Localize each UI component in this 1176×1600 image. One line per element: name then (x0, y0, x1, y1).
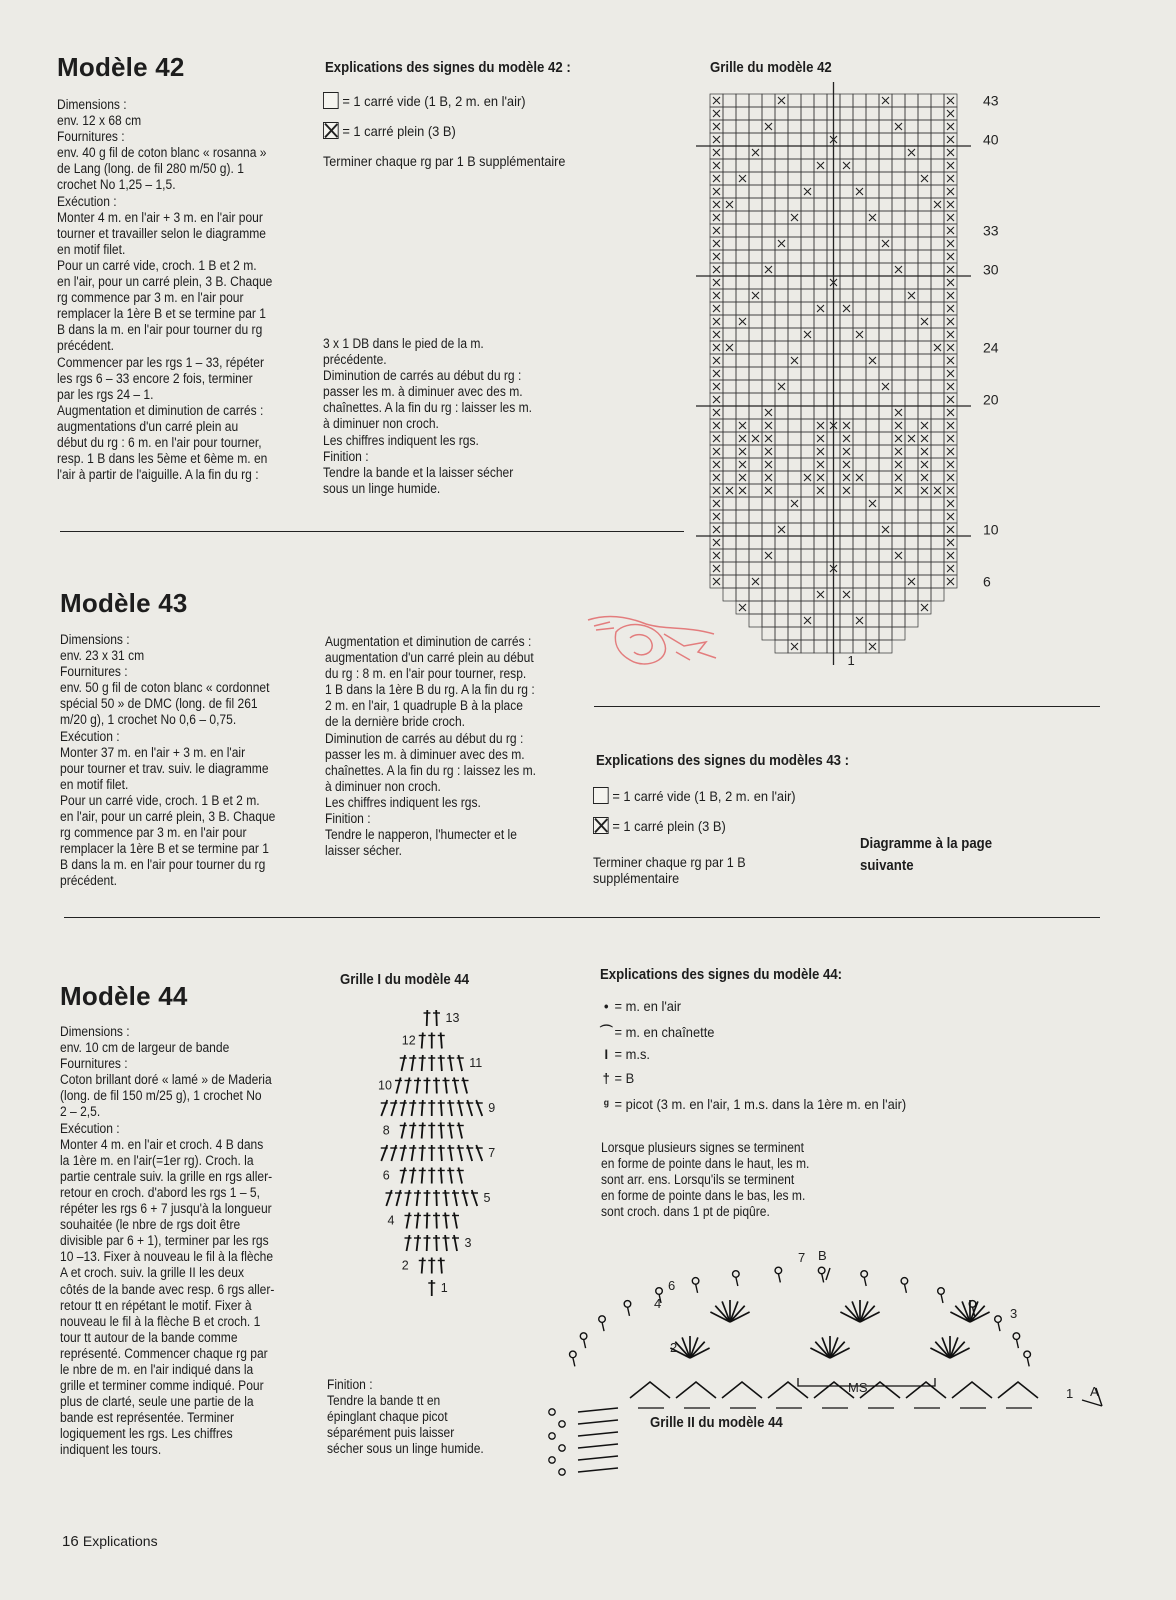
picot-icon: ᵍ (603, 1096, 609, 1112)
model-44-title: Modèle 44 (60, 981, 188, 1011)
svg-text:B: B (818, 1248, 827, 1263)
empty-square-icon (593, 787, 609, 804)
svg-text:11: 11 (469, 1056, 483, 1070)
svg-text:2: 2 (670, 1340, 678, 1355)
sign-picot: ᵍ = picot (3 m. en l'air, 1 m.s. dans la 1ère m. en l'air) (598, 1096, 906, 1112)
svg-text:MS: MS (848, 1380, 868, 1395)
svg-text:5: 5 (483, 1191, 491, 1205)
crossed-square-icon (593, 817, 609, 834)
model-42-sign-empty (323, 92, 526, 109)
svg-text:1: 1 (1066, 1386, 1074, 1401)
arc-icon: ⌒ (599, 1024, 613, 1040)
svg-text:3: 3 (464, 1236, 472, 1250)
divider-2 (594, 706, 1100, 707)
model-44-grid-1-diagram (350, 1000, 520, 1310)
svg-text:40: 40 (983, 131, 999, 148)
model-44-finition: Finition : Tendre la bande tt en épinglant chaque picot séparément puis laisser sécher sous un linge humide. (327, 1377, 484, 1457)
svg-text:12: 12 (401, 1033, 416, 1048)
model-43-diagram-note: Diagramme à la page suivante (860, 835, 993, 874)
sign-single-crochet: I = m.s. (598, 1046, 650, 1062)
svg-text:1: 1 (440, 1281, 448, 1295)
svg-text:30: 30 (983, 261, 999, 278)
model-44-grid-2-diagram (530, 1240, 1110, 1490)
sign-double-crochet: † = B (598, 1070, 634, 1086)
model-42-title: Modèle 42 (57, 52, 185, 82)
svg-text:6: 6 (983, 573, 991, 590)
model-44-paragraph: Lorsque plusieurs signes se terminent en forme de pointe dans le haut, les m. sont arr. ens. Lorsqu'ils se terminent en forme de pointe dans le bas, les m. sont croch. dans 1 pt de piqûre. (601, 1140, 810, 1220)
empty-square-icon (323, 92, 339, 109)
model-42-grid-title: Grille du modèle 42 (710, 59, 832, 76)
model-43-text-continued: Augmentation et diminution de carrés : augmentation d'un carré plein au début du rg : 8 m. en l'air pour tourner, resp. 1 B dans la 1ère B du rg. A la fin du rg : 2 m. en l'air, 1 quadruple B à la place de la dernière bride croch. Diminution de carrés au début du rg : passer les m. à diminuer avec des m. chaînettes. A la fin du rg : laissez les m. à diminuer non croch. Les chiffres indiquent les rgs. Finition : Tendre le napperon, l'humecter et le laisser sécher. (325, 634, 537, 859)
svg-text:A: A (1090, 1384, 1099, 1399)
sign-full-label: = 1 carré plein (3 B) (612, 817, 726, 834)
svg-text:9: 9 (488, 1101, 496, 1115)
model-42-sign-full (323, 122, 456, 139)
svg-text:6: 6 (382, 1168, 390, 1183)
footer-section: Explications (82, 1533, 158, 1549)
crossed-square-icon (323, 122, 339, 139)
svg-text:13: 13 (445, 1011, 460, 1025)
svg-text:4: 4 (654, 1296, 662, 1311)
model-42-text: Dimensions : env. 12 x 68 cm Fournitures : env. 40 g fil de coton blanc « rosanna » de Lang (long. de fil 280 m/50 g). 1 crochet No 1,25 – 1,5. Exécution : Monter 4 m. en l'air + 3 m. en l'air pour tourner et travailler selon le diagramme en motif filet. Pour un carré vide, croch. 1 B et 2 m. en l'air, pour un carré plein, 3 B. Chaque rg commence par 3 m. en l'air pour remplacer la 1ère B et se termine par 1 B dans la m. en l'air pour tourner du rg précédent. Commencer par les rgs 1 – 33, répéter les rgs 6 – 33 encore 2 fois, terminer par les rgs 24 – 1. Augmentation et diminution de carrés : augmentations d'un carré plein au début du rg : 6 m. en l'air pour tourner, resp. 1 B dans les 5ème et 6ème m. en l'air à partir de l'aiguille. A la fin du rg : (57, 97, 273, 483)
sign-chain-stitch: • = m. en l'air (598, 998, 681, 1014)
svg-text:10: 10 (378, 1078, 392, 1093)
svg-text:20: 20 (983, 391, 999, 408)
model-43-sign-full (593, 817, 726, 834)
sign-empty-label: = 1 carré vide (1 B, 2 m. en l'air) (612, 787, 796, 804)
library-stamp-icon (586, 612, 736, 682)
model-43-sign-empty (593, 787, 796, 804)
svg-text:24: 24 (983, 339, 999, 356)
svg-text:3: 3 (1010, 1306, 1018, 1321)
model-43-signs-title: Explications des signes du modèles 43 : (596, 752, 850, 769)
bar-icon: I (604, 1046, 609, 1062)
svg-text:1: 1 (847, 653, 855, 668)
dot-icon: • (604, 998, 609, 1014)
svg-text:2: 2 (401, 1258, 409, 1273)
model-44-text: Dimensions : env. 10 cm de largeur de bande Fournitures : Coton brillant doré « lamé » de Maderia (long. de fil 150 m/25 g), 1 crochet No 2 – 2,5. Exécution : Monter 4 m. en l'air et croch. 4 B dans la 1ère m. en l'air(=1er rg). Croch. la partie centrale suiv. la grille en rgs aller- retour en croch. d'abord les rgs 1 – 5, répéter les rgs 6 + 7 jusqu'à la longueur souhaitée (le nbre de rgs doit être divisible par 6 + 1), terminer par les rgs 10 –13. Fixer à nouveau le fil à la flèche A et croch. suiv. la grille II les deux côtés de la bande avec resp. 6 rgs aller- retour tt en répétant le motif. Fixer à nouveau le fil à la flèche B et croch. 1 tour tt autour de la bande comme représenté. Commencer chaque rg par le nbre de m. en l'air indiqué dans la grille et terminer comme indiqué. Pour plus de clarté, seule une partie de la bande est représentée. Terminer logiquement les rgs. Les chiffres indiquent les tours. (60, 1024, 275, 1458)
svg-text:43: 43 (983, 92, 999, 109)
dagger-icon: † (602, 1070, 610, 1086)
model-42-filet-grid (690, 80, 1010, 670)
svg-text:10: 10 (983, 521, 999, 538)
divider-3 (64, 917, 1100, 918)
divider-1 (60, 531, 684, 532)
model-42-signs-title: Explications des signes du modèle 42 : (325, 59, 571, 76)
model-42-text-continued: 3 x 1 DB dans le pied de la m. précédente. Diminution de carrés au début du rg : passer les m. à diminuer avec des m. chaînettes. A la fin du rg : laisser les m. à diminuer non croch. Les chiffres indiquent les rgs. Finition : Tendre la bande et la laisser sécher sous un linge humide. (323, 336, 532, 496)
model-44-grid2-title: Grille II du modèle 44 (650, 1414, 783, 1431)
sign-slip-stitch: ⌒ = m. en chaînette (599, 1024, 715, 1040)
sign-empty-label: = 1 carré vide (1 B, 2 m. en l'air) (342, 92, 526, 109)
svg-text:4: 4 (387, 1213, 395, 1228)
svg-text:7: 7 (488, 1146, 496, 1160)
model-43-title: Modèle 43 (60, 588, 188, 618)
svg-text:8: 8 (382, 1123, 390, 1138)
model-44-signs-title: Explications des signes du modèle 44: (600, 966, 843, 983)
page-footer (62, 1533, 158, 1550)
svg-text:7: 7 (798, 1250, 806, 1265)
sign-full-label: = 1 carré plein (3 B) (342, 122, 456, 139)
model-43-note: Terminer chaque rg par 1 B supplémentaire (593, 854, 746, 887)
svg-text:33: 33 (983, 222, 999, 239)
model-44-grid1-title: Grille I du modèle 44 (340, 971, 470, 988)
model-42-note: Terminer chaque rg par 1 B supplémentaire (323, 153, 566, 169)
page-number: 16 (62, 1533, 79, 1550)
model-43-text: Dimensions : env. 23 x 31 cm Fournitures : env. 50 g fil de coton blanc « cordonnet spécial 50 » de DMC (long. de fil 261 m/20 g), 1 crochet No 0,6 – 0,75. Exécution : Monter 37 m. en l'air + 3 m. en l'air pour tourner et trav. suiv. le diagramme en motif filet. Pour un carré vide, croch. 1 B et 2 m. en l'air, pour un carré plein, 3 B. Chaque rg commence par 3 m. en l'air pour remplacer la 1ère B et se termine par 1 B dans la m. en l'air pour tourner du rg précédent. (60, 632, 276, 889)
svg-text:6: 6 (668, 1278, 676, 1293)
